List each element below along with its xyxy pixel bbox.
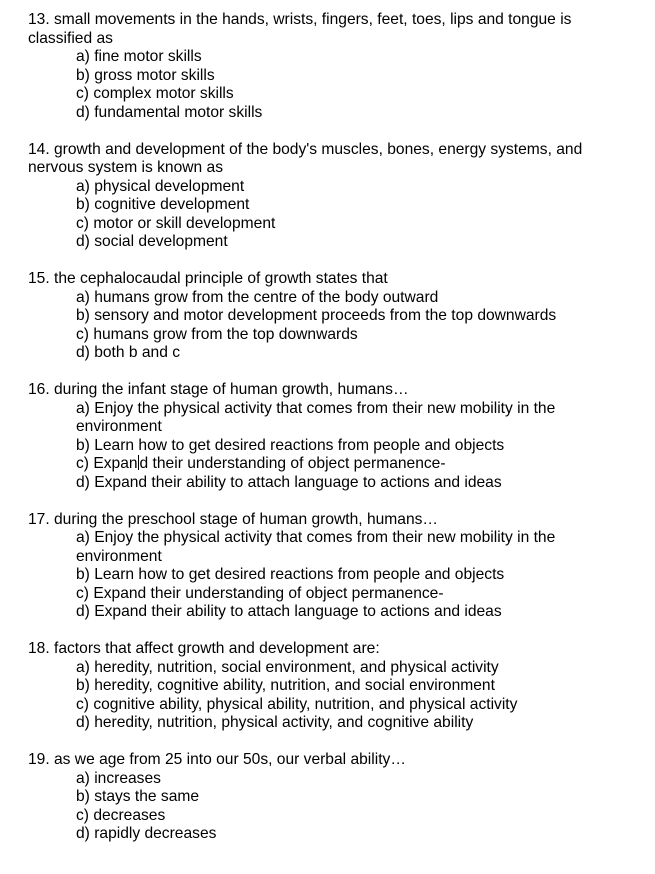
option-text-before-caret: c) Expan	[76, 455, 138, 472]
option-d: d) social development	[76, 233, 228, 250]
question-15	[28, 270, 628, 363]
option-b: b) Learn how to get desired reactions from people and objects	[76, 436, 505, 454]
option-a: a) increases	[76, 769, 161, 787]
option-d: d) both b and c	[76, 344, 181, 361]
option-a: a) humans grow from the centre of the body outward	[76, 288, 439, 306]
option-a: a) Enjoy the physical activity that comes from their new mobility in the environment	[76, 529, 556, 565]
option-d: d) Expand their ability to attach language to actions and ideas	[76, 603, 502, 620]
option-b: b) sensory and motor development proceeds from the top downwards	[76, 307, 557, 324]
option-list	[28, 400, 628, 493]
option-b: b) cognitive development	[76, 196, 250, 213]
option-d: d) fundamental motor skills	[76, 103, 263, 121]
question-stem: 16. during the infant stage of human growth, humans…	[28, 381, 409, 398]
option-b: b) heredity, cognitive ability, nutrition, and social environment	[76, 677, 495, 694]
option-b: b) Learn how to get desired reactions from people and objects	[76, 566, 505, 583]
question-13	[28, 11, 628, 122]
option-a: a) physical development	[76, 177, 245, 195]
option-a: a) heredity, nutrition, social environment, and physical activity	[76, 658, 499, 676]
question-16	[28, 381, 628, 492]
option-list	[28, 529, 628, 622]
question-stem: 19. as we age from 25 into our 50s, our verbal ability…	[28, 751, 406, 768]
question-18	[28, 640, 628, 733]
question-stem: 18. factors that affect growth and development are:	[28, 640, 380, 657]
option-d: d) heredity, nutrition, physical activity, and cognitive ability	[76, 714, 474, 731]
question-stem: 15. the cephalocaudal principle of growth states that	[28, 270, 388, 287]
option-a: a) fine motor skills	[76, 48, 202, 65]
option-c: c) complex motor skills	[76, 85, 234, 102]
question-19	[28, 751, 628, 844]
question-14	[28, 141, 628, 252]
question-stem: 17. during the preschool stage of human growth, humans…	[28, 510, 439, 528]
option-list	[28, 178, 628, 252]
option-c: c) Expand their understanding of object permanence-	[76, 584, 444, 602]
option-b: b) stays the same	[76, 788, 200, 805]
option-c: c) motor or skill development	[76, 214, 276, 232]
option-d: d) Expand their ability to attach language to actions and ideas	[76, 473, 502, 491]
option-text-after-caret: d their understanding of object permanence-	[139, 455, 446, 472]
option-c[interactable]	[76, 455, 628, 474]
question-stem: 13. small movements in the hands, wrists, fingers, feet, toes, lips and tongue is classified as	[28, 11, 572, 47]
option-b: b) gross motor skills	[76, 66, 215, 84]
option-list	[28, 48, 628, 122]
option-c: c) humans grow from the top downwards	[76, 325, 358, 343]
document-body	[28, 11, 628, 862]
option-d: d) rapidly decreases	[76, 825, 217, 842]
text-cursor	[138, 455, 139, 470]
option-c: c) decreases	[76, 806, 166, 824]
option-list	[28, 289, 628, 363]
question-stem: 14. growth and development of the body's muscles, bones, energy systems, and nervous system is known as	[28, 140, 583, 176]
option-list	[28, 659, 628, 733]
option-a: a) Enjoy the physical activity that comes from their new mobility in the environment	[76, 399, 556, 435]
option-c: c) cognitive ability, physical ability, nutrition, and physical activity	[76, 695, 518, 713]
question-17	[28, 511, 628, 622]
option-list	[28, 770, 628, 844]
